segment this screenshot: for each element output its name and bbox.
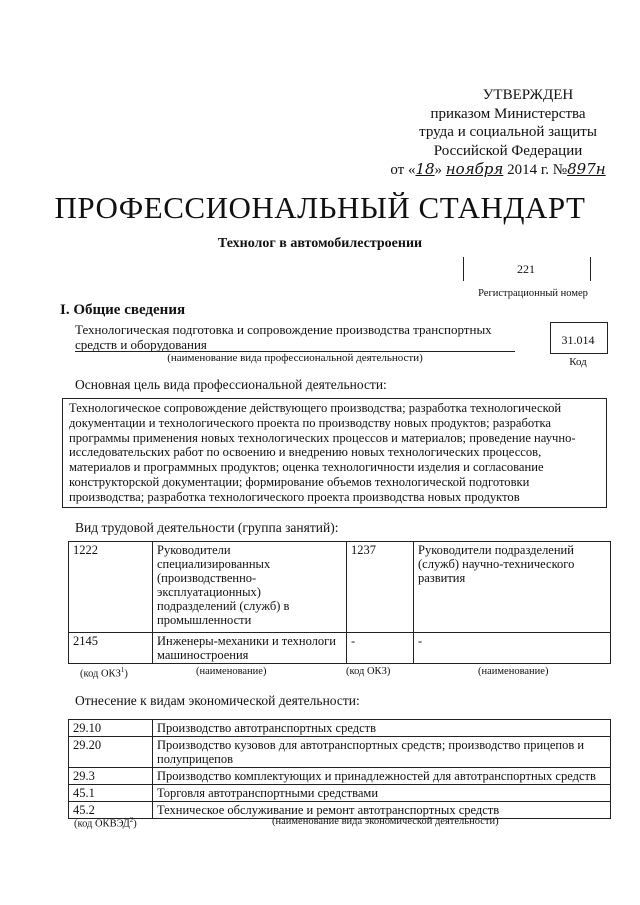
caption-okz-code: (код ОКЗ$^1$)	[80, 666, 128, 680]
table-row	[69, 633, 611, 664]
okz-code: -	[347, 633, 414, 664]
okved-code: 29.10	[69, 720, 153, 737]
approval-date: от «18» ноября 2014 г. №897н	[390, 160, 606, 178]
approval-block	[390, 86, 608, 180]
group-label: Вид трудовой деятельности (группа занятий):	[75, 520, 339, 535]
okved-code: 45.1	[69, 785, 153, 802]
approval-line: приказом Министерства	[430, 105, 586, 122]
caption-okved-code: (код ОКВЭД$^2$)	[74, 816, 137, 830]
caption-name: (наименование)	[196, 666, 267, 677]
okz-code: 1237	[347, 542, 414, 633]
okz-code: 1222	[69, 542, 153, 633]
goal-text: Технологическое сопровождение действующего производства; разработка технологической документации и технологического проекта по производству новых продуктов; разработка программы применения новых технологических процессов и материалов; проведение научно-исследовательских работ по освоению и внедрению новых технологических процессов, материалов и программных продуктов; оценка технологичности изделия и согласование конструкторской документации; формирование объемов технологической подготовки производства; разработка технологического проекта производства новых продуктов	[62, 398, 607, 508]
okved-name: Производство автотранспортных средств	[153, 720, 611, 737]
registration-label: Регистрационный номер	[478, 288, 588, 299]
occupation-table	[68, 541, 611, 664]
activity-caption: (наименование вида профессиональной деятельности)	[167, 352, 423, 364]
table-row	[69, 542, 611, 633]
table-row	[69, 737, 611, 768]
eco-label: Отнесение к видам экономической деятельности:	[75, 693, 360, 708]
activity-code: 31.014	[561, 333, 595, 347]
goal-label: Основная цель вида профессиональной деятельности:	[75, 377, 387, 392]
approval-line: Российской Федерации	[433, 142, 583, 159]
caption-okved-name: (наименование вида экономической деятельности)	[272, 816, 499, 827]
handwritten-day: 18	[415, 160, 435, 178]
caption-name: (наименование)	[478, 666, 549, 677]
okved-name: Торговля автотранспортными средствами	[153, 785, 611, 802]
table-row	[69, 768, 611, 785]
activity-name: Технологическая подготовка и сопровождение производства транспортных средств и оборудования	[75, 322, 492, 352]
handwritten-month: ноября	[445, 160, 504, 178]
caption-okz-code: (код ОКЗ)	[346, 666, 391, 677]
okz-name: Руководители подразделений (служб) научно-технического развития	[414, 542, 611, 633]
section-heading: I. Общие сведения	[60, 302, 186, 318]
table-row	[69, 785, 611, 802]
okved-code: 29.3	[69, 768, 153, 785]
okz-name: Руководители специализированных (производственно-эксплуатационных) подразделений (служб) в промышленности	[153, 542, 347, 633]
okz-name: Инженеры-механики и технологи машиностроения	[153, 633, 347, 664]
okz-code: 2145	[69, 633, 153, 664]
okved-code: 29.20	[69, 737, 153, 768]
approval-line: труда и социальной защиты	[419, 124, 597, 140]
approval-title: УТВЕРЖДЕН	[482, 87, 574, 103]
okz-name: -	[414, 633, 611, 664]
document-subtitle: Технолог в автомобилестроении	[217, 236, 423, 251]
okved-name: Производство кузовов для автотранспортных средств; производство прицепов и полуприцепов	[153, 737, 611, 768]
document-title: ПРОФЕССИОНАЛЬНЫЙ СТАНДАРТ	[54, 190, 586, 225]
economic-activity-table	[68, 719, 611, 819]
okved-name: Производство комплектующих и принадлежностей для автотранспортных средств	[153, 768, 611, 785]
registration-number: 221	[517, 262, 535, 276]
okved-name: Техническое обслуживание и ремонт автотранспортных средств	[153, 802, 611, 819]
handwritten-number: 897н	[567, 160, 606, 178]
code-caption: Код	[569, 356, 587, 368]
table-row	[69, 720, 611, 737]
okved-code: 45.2	[69, 802, 153, 819]
